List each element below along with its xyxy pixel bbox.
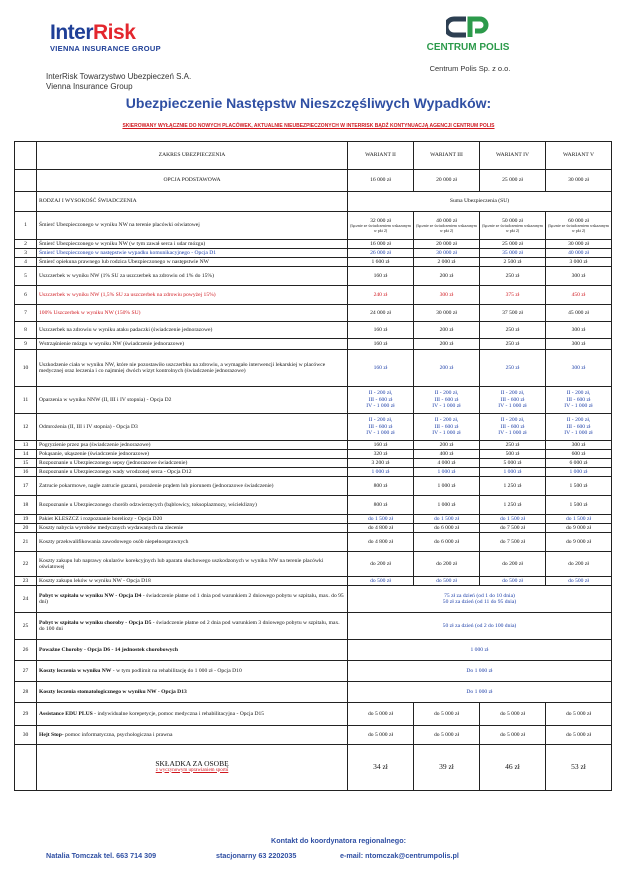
row-value: 160 zł [348, 322, 414, 339]
row-value: do 5 000 zł [480, 703, 546, 726]
table-row [15, 477, 612, 496]
table-row [15, 240, 612, 249]
row-value: 1 000 zł [414, 468, 480, 477]
row-value: 30 000 zł [414, 305, 480, 322]
row-value: 1 600 zł [348, 258, 414, 267]
row-number: 17 [15, 477, 37, 496]
row-value: 40 000 zł [546, 249, 612, 258]
row-value: 30 000 zł [546, 240, 612, 249]
desc-bold: Pobyt w szpitalu w wyniku NW - Opcja D4 [39, 592, 142, 599]
row-number: 13 [15, 441, 37, 450]
footer-heading: Kontakt do koordynatora regionalnego: [271, 836, 406, 845]
row-value: do 4 800 zł [348, 533, 414, 552]
header-variant: WARIANT II [348, 142, 414, 170]
row-number: 24 [15, 586, 37, 613]
row-value: 5 000 zł [480, 459, 546, 468]
row-number: 28 [15, 682, 37, 703]
price-label: SKŁADKA ZA OSOBĘ [155, 759, 229, 769]
footer-email: e-mail: ntomczak@centrumpolis.pl [340, 851, 459, 860]
row-value: 320 zł [348, 450, 414, 459]
row-value: 300 zł [546, 339, 612, 350]
row-number: 23 [15, 577, 37, 586]
desc-bold: Koszty leczenia stomatologicznego w wyniku NW - Opcja D13 [39, 688, 187, 695]
row-number: 6 [15, 286, 37, 305]
desc-bold: Assistance EDU PLUS [39, 710, 93, 717]
row-value: 20 000 zł [414, 240, 480, 249]
row-value: 300 zł [414, 286, 480, 305]
row-number: 2 [15, 240, 37, 249]
row-number: 29 [15, 703, 37, 726]
merged-row [15, 613, 612, 640]
row-value: 160 zł [348, 339, 414, 350]
row-value: 160 zł [348, 350, 414, 387]
table-row [15, 441, 612, 450]
table-row [15, 305, 612, 322]
row-description [37, 586, 348, 613]
table-row [15, 212, 612, 240]
desc-rest: - świadczenie płatne od 2 dnia pod warunkiem 3 dniowego pobytu w szpitalu, max. do 100 dni [39, 619, 340, 632]
row-number: 22 [15, 552, 37, 577]
row-value: 500 zł [480, 450, 546, 459]
row-value: do 200 zł [414, 552, 480, 577]
value-note: (łącznie ze świadczeniem wskazanym w pkt 2) [482, 223, 543, 233]
price-row [15, 745, 612, 791]
row-value: do 500 zł [546, 577, 612, 586]
basic-option-value: 20 000 zł [414, 170, 480, 192]
logo-text-risk: Risk [93, 21, 136, 44]
row-value: do 6 000 zł [414, 533, 480, 552]
table-row [15, 703, 612, 726]
row-value: do 500 zł [480, 577, 546, 586]
centrum-polis-icon [446, 16, 490, 40]
row-value: 2 500 zł [480, 258, 546, 267]
row-value: do 200 zł [348, 552, 414, 577]
row-value: 1 000 zł [414, 477, 480, 496]
interrisk-logo [50, 22, 161, 53]
table-row [15, 459, 612, 468]
row-value: 45 000 zł [546, 305, 612, 322]
row-description [37, 661, 348, 682]
row-value: 250 zł [480, 322, 546, 339]
row-value: 200 zł [414, 350, 480, 387]
merged-value [348, 586, 612, 613]
row-value: do 7 500 zł [480, 533, 546, 552]
row-value: 160 zł [348, 441, 414, 450]
header-num-cell [15, 142, 37, 170]
table-row [15, 496, 612, 515]
row-value: II - 200 zł, III - 600 zł IV - 1 000 zł [480, 387, 546, 414]
row-value: 250 zł [480, 267, 546, 286]
header-scope: ZAKRES UBEZPIECZENIA [37, 142, 348, 170]
row-value: 1 500 zł [546, 496, 612, 515]
row-value: 400 zł [414, 450, 480, 459]
row-value: do 500 zł [348, 577, 414, 586]
row-number: 5 [15, 267, 37, 286]
row-value: 30 000 zł [414, 249, 480, 258]
row-value: 800 zł [348, 496, 414, 515]
row-value: 26 000 zł [348, 249, 414, 258]
row-description: Uszczerbek w wyniku NW (1,5% SU za uszczerbek na zdrowiu powyżej 15%) [37, 286, 348, 305]
row-number: 16 [15, 468, 37, 477]
row-number: 3 [15, 249, 37, 258]
row-description [37, 703, 348, 726]
kind-label: RODZAJ I WYSOKOŚĆ ŚWIADCZENIA [37, 192, 348, 212]
row-value: 600 zł [546, 450, 612, 459]
row-value: 300 zł [546, 267, 612, 286]
row-number: 26 [15, 640, 37, 661]
row-value: do 9 000 zł [546, 524, 612, 533]
row-value: II - 200 zł, III - 600 zł IV - 1 000 zł [480, 414, 546, 441]
row-description: Śmierć Ubezpieczonego w wyniku NW (w tym zawał serca i udar mózgu) [37, 240, 348, 249]
interrisk-logo-sub: VIENNA INSURANCE GROUP [50, 44, 161, 53]
table-row [15, 267, 612, 286]
row-value: do 5 000 zł [348, 726, 414, 745]
table-row [15, 258, 612, 267]
basic-option-row [15, 170, 612, 192]
row-value: 200 zł [414, 267, 480, 286]
row-description: Śmierć Ubezpieczonego w wyniku NW na terenie placówki oświatowej [37, 212, 348, 240]
row-value: 1 000 zł [348, 468, 414, 477]
table-row [15, 286, 612, 305]
row-value: do 4 800 zł [348, 524, 414, 533]
value-text: 32 000 zł [370, 217, 391, 224]
merged-value [348, 640, 612, 661]
row-value: 16 000 zł [348, 240, 414, 249]
table-row [15, 552, 612, 577]
row-value: do 5 000 zł [414, 726, 480, 745]
row-value: 3 000 zł [546, 258, 612, 267]
row-value: 200 zł [414, 339, 480, 350]
company-left-line2: Vienna Insurance Group [46, 82, 133, 91]
row-value: 300 zł [546, 350, 612, 387]
row-value: II - 200 zł, III - 600 zł IV - 1 000 zł [546, 414, 612, 441]
row-description: 100% Uszczerbek w wyniku NW (150% SU) [37, 305, 348, 322]
row-value: do 200 zł [480, 552, 546, 577]
value-text: 60 000 zł [568, 217, 589, 224]
row-description: Śmierć Ubezpieczonego w następstwie wypadku komunikacyjnego - Opcja D1 [37, 249, 348, 258]
row-description: Zatrucie pokarmowe, nagłe zatrucie gazami, porażenie prądem lub piorunem (jednorazowe świadczenie) [37, 477, 348, 496]
row-description: Koszty nabycia wyrobów medycznych wydawanych na zlecenie [37, 524, 348, 533]
merged-row [15, 640, 612, 661]
row-description: Koszty przekwalifikowania zawodowego osób niepełnosprawnych [37, 533, 348, 552]
row-value: 24 000 zł [348, 305, 414, 322]
kind-row [15, 192, 612, 212]
row-description: Śmierć opiekuna prawnego lub rodzica Ubezpieczonego w następstwie NW [37, 258, 348, 267]
row-value: do 5 000 zł [480, 726, 546, 745]
notice-text: SKIEROWANY WYŁĄCZNIE DO NOWYCH PLACÓWEK, AKTUALNIE NIEUBEZPIECZONYCH W INTERRISK BĄDŹ KONTYNUACJĄ AGENCJI CENTRUM POLIS [122, 123, 495, 129]
table-row [15, 533, 612, 552]
table-row [15, 414, 612, 441]
row-value: II - 200 zł, III - 600 zł IV - 1 000 zł [348, 387, 414, 414]
price-value: 39 zł [414, 745, 480, 791]
row-value: 37 500 zł [480, 305, 546, 322]
company-left-line1: InterRisk Towarzystwo Ubezpieczeń S.A. [46, 72, 192, 81]
row-value: 300 zł [546, 441, 612, 450]
merged-row [15, 661, 612, 682]
price-sublabel: z wyczynowym uprawianiem sportu [155, 767, 229, 773]
row-number: 21 [15, 533, 37, 552]
table-row [15, 450, 612, 459]
desc-bold: Pobyt w szpitalu w wyniku choroby - Opcja D5 [39, 619, 152, 626]
row-value: do 5 000 zł [546, 726, 612, 745]
row-description [37, 640, 348, 661]
table-row [15, 339, 612, 350]
row-number: 15 [15, 459, 37, 468]
row-value: 1 000 zł [480, 468, 546, 477]
merged-value-line: Do 1 000 zł [466, 688, 493, 695]
value-text: 50 000 zł [502, 217, 523, 224]
table-row [15, 524, 612, 533]
basic-option-label: OPCJA PODSTAWOWA [37, 170, 348, 192]
kind-num-cell [15, 192, 37, 212]
row-value: 250 zł [480, 350, 546, 387]
logo-text-inter: Inter [50, 21, 94, 44]
row-value: 4 000 zł [414, 459, 480, 468]
row-value: do 1 500 zł [480, 515, 546, 524]
merged-row [15, 682, 612, 703]
su-label: Suma Ubezpieczenia (SU) [348, 192, 612, 212]
row-value: do 6 000 zł [414, 524, 480, 533]
row-description: Rozpoznanie u Ubezpieczonego wady wrodzonej serca - Opcja D12 [37, 468, 348, 477]
row-value [414, 212, 480, 240]
table-row [15, 468, 612, 477]
row-description: Rozpoznanie u Ubezpieczonego chorób odzwierzęcych (bąblowicy, toksoplazmozy, wścieklizny) [37, 496, 348, 515]
value-note: (łącznie ze świadczeniem wskazanym w pkt 2) [416, 223, 477, 233]
merged-value-line: Do 1 000 zł [466, 667, 493, 674]
table-row [15, 249, 612, 258]
merged-value-line: 75 zł za dzień (od 1 do 10 dnia) [444, 592, 515, 599]
row-number: 10 [15, 350, 37, 387]
merged-row [15, 586, 612, 613]
row-description: Koszty zakupu leków w wyniku NW - Opcja D18 [37, 577, 348, 586]
row-value: 1 250 zł [480, 496, 546, 515]
merged-value-line: 50 zł za dzień (od 11 do 95 dnia) [442, 599, 517, 605]
table-header-row [15, 142, 612, 170]
row-description: Uszkodzenie ciała w wyniku NW, które nie pozostawiło uszczerbku na zdrowiu, a wymagało interwencji lekarskiej w placówce medycznej oraz leczenia i co najmniej dwóch wizyt kontrolnych (świadczenie jednorazowe) [37, 350, 348, 387]
table-row [15, 350, 612, 387]
row-number: 19 [15, 515, 37, 524]
row-value: 25 000 zł [480, 240, 546, 249]
merged-value [348, 682, 612, 703]
row-description: Uszczerbek na zdrowiu w wyniku ataku padaczki (świadczenie jednorazowe) [37, 322, 348, 339]
row-value: 160 zł [348, 267, 414, 286]
row-description: Odmrożenia (II, III i IV stopnia) - Opcja D3 [37, 414, 348, 441]
row-number: 30 [15, 726, 37, 745]
value-note: (łącznie ze świadczeniem wskazanym w pkt 2) [548, 223, 609, 233]
row-description: Oparzenia w wyniku NNW (II, III i IV stopnia) - Opcja D2 [37, 387, 348, 414]
row-number: 18 [15, 496, 37, 515]
row-description: Pokąsanie, ukąszenie (świadczenie jednorazowe) [37, 450, 348, 459]
row-value: do 1 500 zł [348, 515, 414, 524]
row-value [348, 212, 414, 240]
interrisk-logo-name [50, 22, 161, 44]
price-value: 53 zł [546, 745, 612, 791]
company-left [46, 72, 191, 92]
row-description [37, 682, 348, 703]
basic-option-value: 30 000 zł [546, 170, 612, 192]
row-description [37, 726, 348, 745]
row-description: Koszty zakupu lub naprawy okularów korekcyjnych lub aparatu słuchowego uszkodzonych w wyniku NW na terenie placówki oświatowej [37, 552, 348, 577]
row-number: 1 [15, 212, 37, 240]
row-value: do 5 000 zł [546, 703, 612, 726]
row-number: 14 [15, 450, 37, 459]
row-number: 12 [15, 414, 37, 441]
row-value: do 5 000 zł [414, 703, 480, 726]
basic-option-value: 16 000 zł [348, 170, 414, 192]
desc-rest: - w tym podlimit na rehabilitację do 1 000 zł - Opcja D10 [111, 667, 242, 674]
desc-bold: Poważne Choroby - Opcja D6 - 14 jednostek chorobowych [39, 646, 179, 653]
row-value [546, 212, 612, 240]
merged-value-line: 50 zł za dzień (od 2 do 100 dnia) [442, 622, 517, 629]
row-value: 1 500 zł [546, 477, 612, 496]
row-value: 250 zł [480, 339, 546, 350]
row-value: 450 zł [546, 286, 612, 305]
footer [0, 836, 617, 860]
price-label-cell [37, 745, 348, 791]
benefit-table [14, 141, 612, 791]
desc-rest: - pomoc informatyczna, psychologiczna i prawna [61, 731, 173, 738]
row-value: 2 000 zł [414, 258, 480, 267]
row-description: Pogryzienie przez psa (świadczenie jednorazowe) [37, 441, 348, 450]
row-value: 1 250 zł [480, 477, 546, 496]
row-value: do 1 500 zł [414, 515, 480, 524]
row-value: 35 000 zł [480, 249, 546, 258]
row-value: 240 zł [348, 286, 414, 305]
header-variant: WARIANT IV [480, 142, 546, 170]
row-value: 1 000 zł [414, 496, 480, 515]
row-number: 8 [15, 322, 37, 339]
value-text: 40 000 zł [436, 217, 457, 224]
row-value: II - 200 zł, III - 600 zł IV - 1 000 zł [414, 414, 480, 441]
row-value: do 9 000 zł [546, 533, 612, 552]
footer-landline: stacjonarny 63 2202035 [216, 851, 297, 860]
merged-value [348, 661, 612, 682]
row-value: 250 zł [480, 441, 546, 450]
table-row [15, 726, 612, 745]
row-number: 7 [15, 305, 37, 322]
company-right: Centrum Polis Sp. z o.o. [429, 64, 511, 73]
basic-option-value: 25 000 zł [480, 170, 546, 192]
row-value: 200 zł [414, 322, 480, 339]
merged-value [348, 613, 612, 640]
document-title: Ubezpieczenie Następstw Nieszczęśliwych Wypadków: [125, 95, 492, 111]
desc-bold: Koszty leczenia w wyniku NW [39, 667, 112, 674]
price-value: 34 zł [348, 745, 414, 791]
row-description: Wstrząśnienie mózgu w wyniku NW (świadczenie jednorazowe) [37, 339, 348, 350]
row-value: 800 zł [348, 477, 414, 496]
row-value: do 5 000 zł [348, 703, 414, 726]
row-description: Uszczerbek w wyniku NW (1% SU za uszczerbek na zdrowiu od 1% do 15%) [37, 267, 348, 286]
row-value: 1 000 zł [546, 468, 612, 477]
centrum-polis-name: CENTRUM POLIS [426, 42, 510, 53]
row-value: 300 zł [546, 322, 612, 339]
table-row [15, 322, 612, 339]
row-number: 25 [15, 613, 37, 640]
row-description: Rozpoznanie u Ubezpieczonego sepsy (jednorazowe świadczenie) [37, 459, 348, 468]
row-number: 20 [15, 524, 37, 533]
table-row [15, 515, 612, 524]
row-number: 27 [15, 661, 37, 682]
row-value: II - 200 zł, III - 600 zł IV - 1 000 zł [414, 387, 480, 414]
row-value: II - 200 zł, III - 600 zł IV - 1 000 zł [546, 387, 612, 414]
centrum-polis-logo [420, 16, 516, 54]
row-value: 6 000 zł [546, 459, 612, 468]
desc-rest: - indywidualne korepetycje, pomoc medyczna i rehabilitacyjna - Opcja D15 [92, 710, 265, 717]
row-value: II - 200 zł, III - 600 zł IV - 1 000 zł [348, 414, 414, 441]
row-description: Pakiet KLESZCZ i rozpoznanie boreliozy - Opcja D20 [37, 515, 348, 524]
value-note: (łącznie ze świadczeniem wskazanym w pkt 2) [350, 223, 411, 233]
merged-value-line: 1 000 zł [470, 646, 489, 653]
row-number: 9 [15, 339, 37, 350]
desc-bold: Hejt Stop [39, 731, 62, 738]
desc-rest: - świadczenie płatne od 1 dnia pod warunkiem 2 dniowego pobytu w szpitalu, max. do 95 dni) [39, 592, 344, 605]
header-variant: WARIANT III [414, 142, 480, 170]
price-value: 46 zł [480, 745, 546, 791]
row-value [480, 212, 546, 240]
basic-num-cell [15, 170, 37, 192]
header-variant: WARIANT V [546, 142, 612, 170]
row-value: do 1 500 zł [546, 515, 612, 524]
row-number: 11 [15, 387, 37, 414]
table-row [15, 577, 612, 586]
price-num-cell [15, 745, 37, 791]
table-row [15, 387, 612, 414]
row-value: do 7 500 zł [480, 524, 546, 533]
row-value: 3 200 zł [348, 459, 414, 468]
footer-coordinator: Natalia Tomczak tel. 663 714 309 [46, 851, 157, 860]
row-value: do 500 zł [414, 577, 480, 586]
row-value: 375 zł [480, 286, 546, 305]
row-description [37, 613, 348, 640]
row-value: do 200 zł [546, 552, 612, 577]
row-number: 4 [15, 258, 37, 267]
row-value: 200 zł [414, 441, 480, 450]
